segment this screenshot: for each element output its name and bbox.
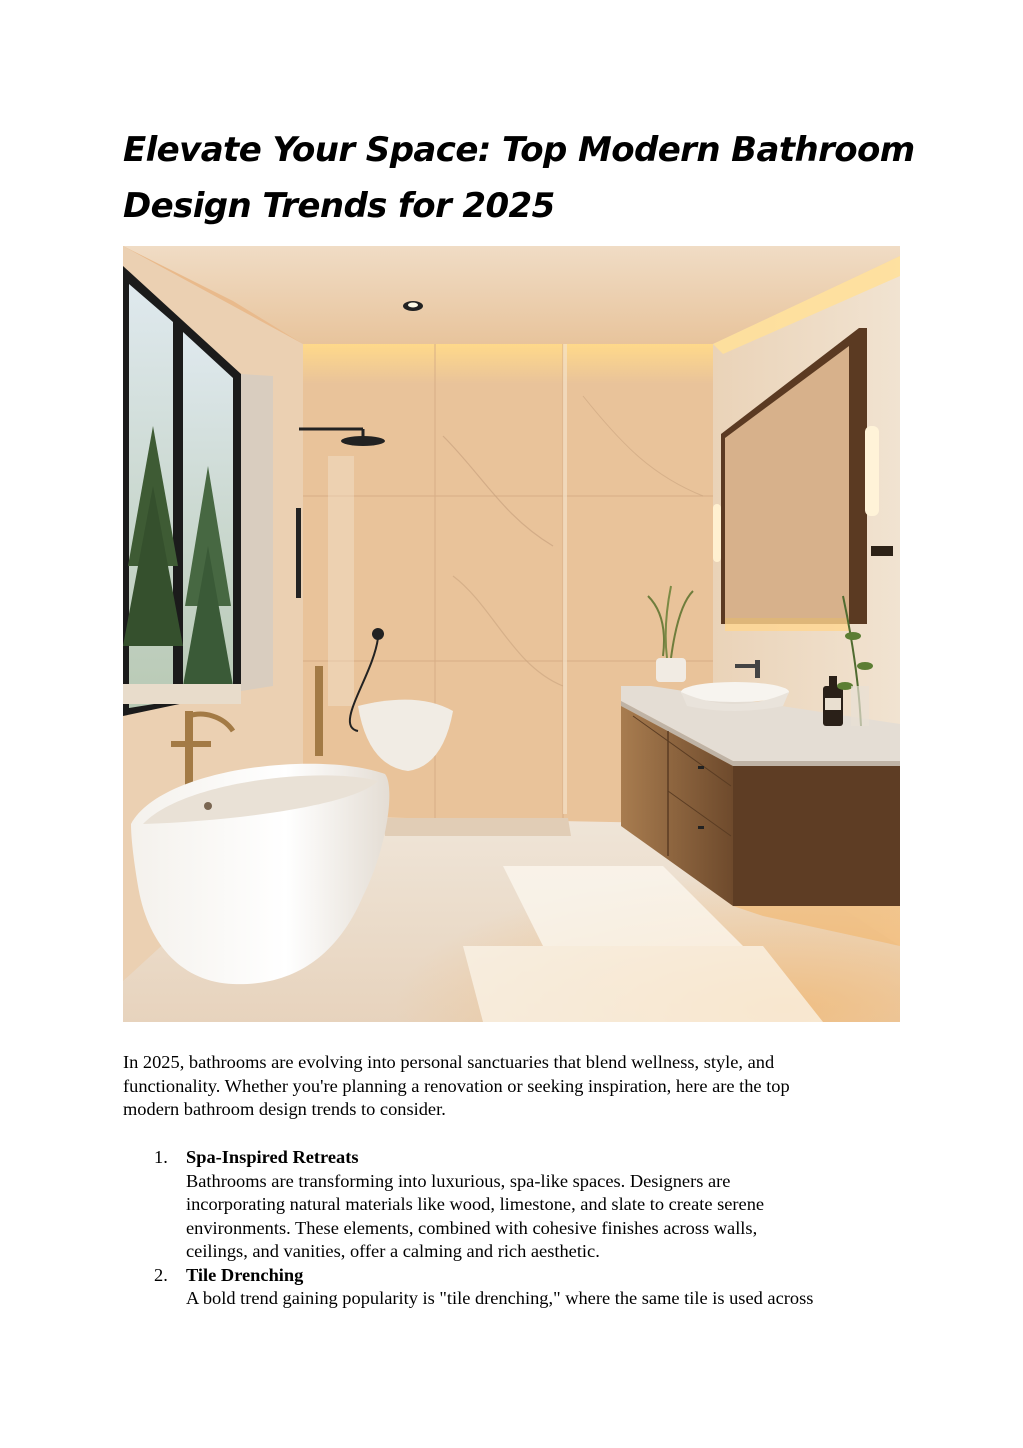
- list-item-number: 2.: [154, 1264, 168, 1285]
- bathroom-photo: [123, 246, 900, 1022]
- list-item-number: 1.: [154, 1147, 168, 1167]
- trend-text-line: environments. These elements, combined with cohesive finishes across walls,: [186, 1217, 758, 1238]
- trend-title: Tile Drenching: [186, 1264, 304, 1285]
- intro-paragraph: [123, 1051, 903, 1122]
- intro-line: modern bathroom design trends to consider.: [123, 1099, 446, 1119]
- trend-list: [123, 1146, 913, 1311]
- list-item: [123, 1264, 913, 1311]
- trend-text-line: ceilings, and vanities, offer a calming and rich aesthetic.: [186, 1241, 600, 1261]
- article-title-line: Design Trends for 2025: [123, 186, 555, 226]
- intro-line: In 2025, bathrooms are evolving into personal sanctuaries that blend wellness, style, and: [123, 1052, 775, 1072]
- trend-text-line: A bold trend gaining popularity is "tile drenching," where the same tile is used across: [186, 1288, 814, 1308]
- trend-text-line: incorporating natural materials like wood, limestone, and slate to create serene: [186, 1194, 765, 1214]
- article-title-line: Elevate Your Space: Top Modern Bathroom: [123, 130, 915, 170]
- article-title: [123, 122, 923, 234]
- list-item: [123, 1146, 913, 1264]
- trend-text-line: Bathrooms are transforming into luxurious, spa-like spaces. Designers are: [186, 1170, 731, 1191]
- trend-title: Spa-Inspired Retreats: [186, 1147, 359, 1167]
- intro-line: functionality. Whether you're planning a renovation or seeking inspiration, here are the top: [123, 1075, 790, 1096]
